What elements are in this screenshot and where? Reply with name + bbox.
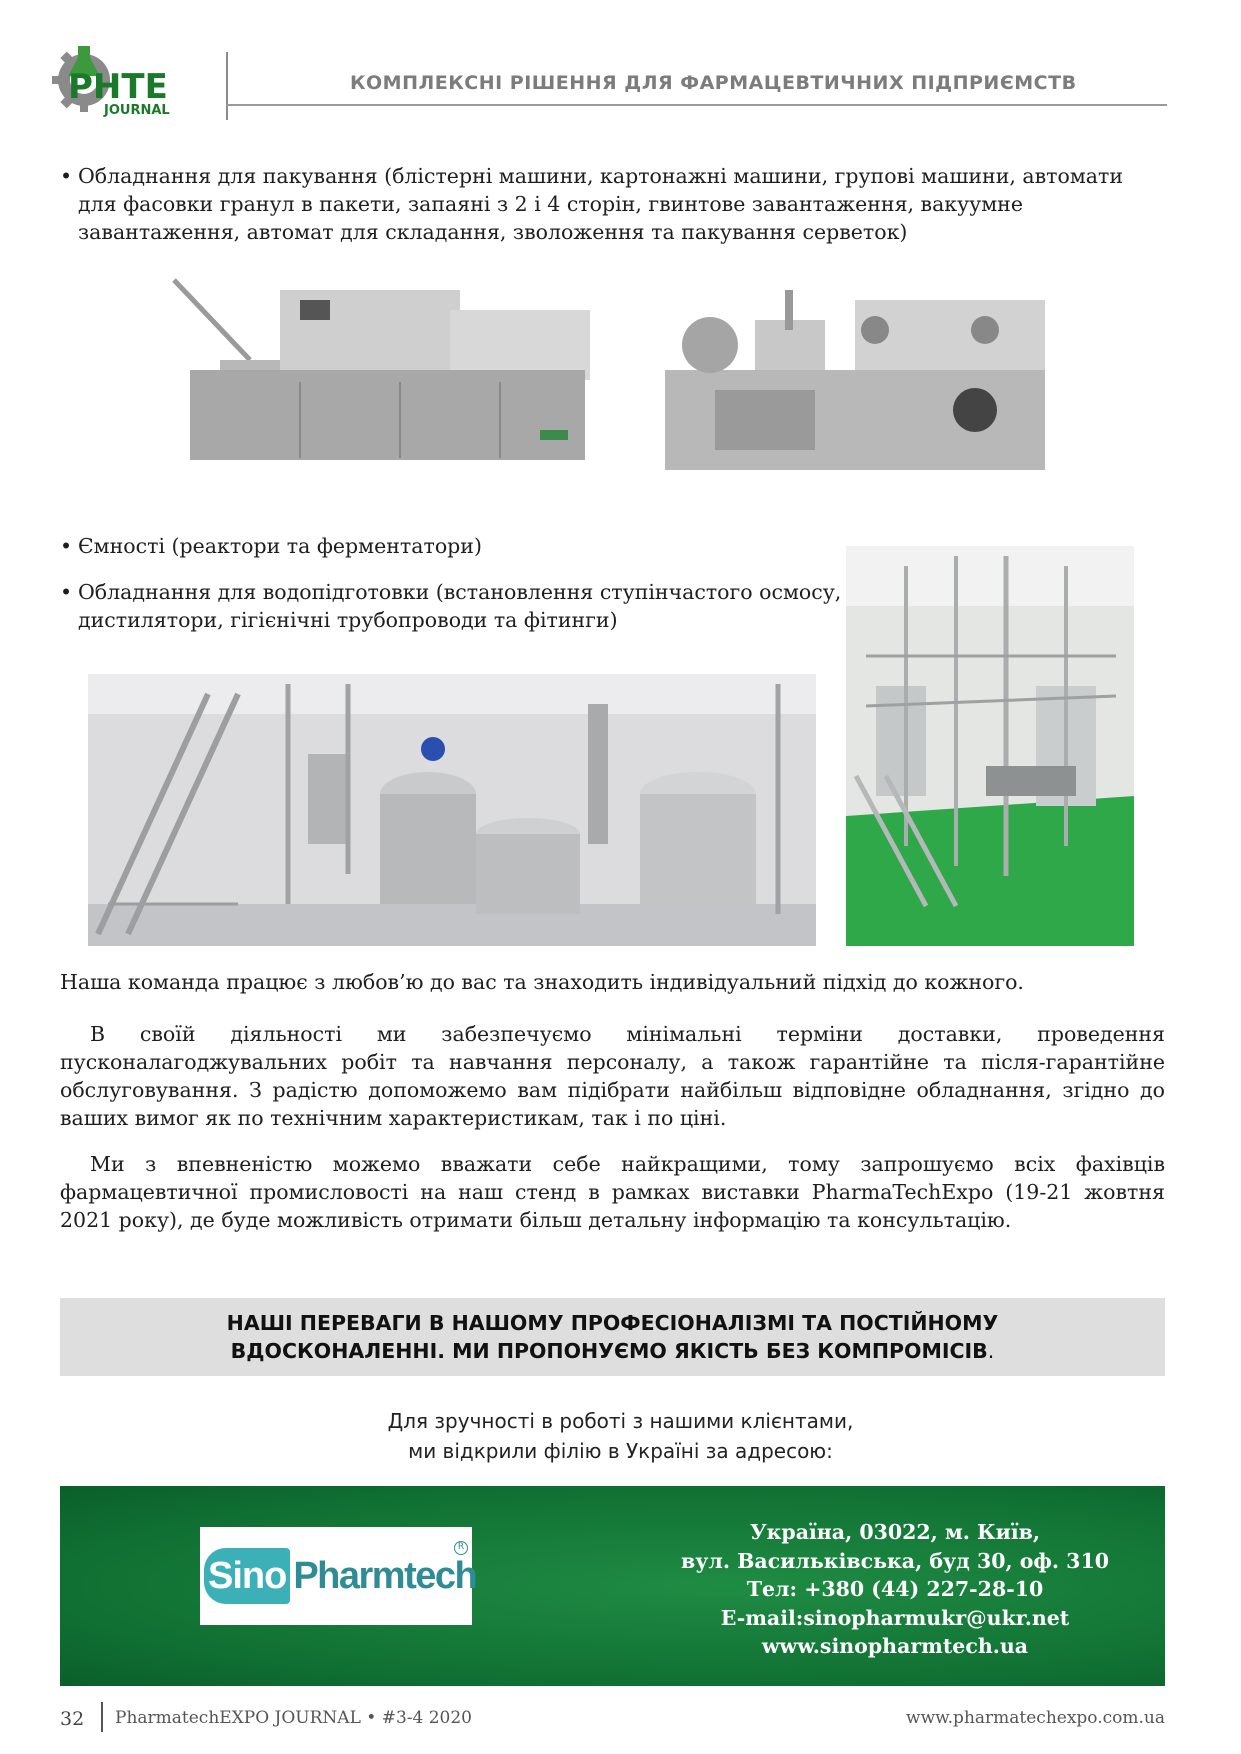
- header-divider: [226, 52, 228, 120]
- paragraph-activity: В своїй діяльності ми забезпечуємо мінімальні терміни доставки, проведення пусконалагоджувальних робіт та навчання персоналу, а також гарантійне та після-гарантійне обслуговування. З радістю допоможемо вам підібрати найбільш відповідне обладнання, згідно до ваших вимог як по технічним характеристикам, так і по ціні.: [60, 1022, 1165, 1130]
- advantage-period: .: [987, 1339, 995, 1363]
- phte-journal-logo: [52, 42, 192, 118]
- page-number: 32: [60, 1708, 85, 1730]
- logo-letters: PHTE: [68, 67, 168, 107]
- water-treatment-photo: [846, 546, 1134, 946]
- footer-journal: PharmatechEXPO JOURNAL • #3-4 2020: [115, 1708, 472, 1728]
- sinopharmtech-logo: [200, 1527, 477, 1625]
- logo-pharmtech: Pharmtech: [293, 1554, 477, 1597]
- bullet-tanks: • Ємності (реактори та ферментатори): [60, 532, 840, 560]
- contact-website[interactable]: www.sinopharmtech.ua: [761, 1634, 1029, 1658]
- footer-url[interactable]: www.pharmatechexpo.com.ua: [906, 1708, 1165, 1728]
- contact-address-line-2: вул. Васильківська, буд 30, оф. 310: [681, 1548, 1109, 1573]
- contact-band: [60, 1486, 1165, 1686]
- logo-sino: Sino: [204, 1548, 290, 1604]
- bullet-packaging: • Обладнання для пакування (блістерні машини, картонажні машини, групові машини, автомати для фасовки гранул в пакети, запаяні з 2 і 4 сторін, гвинтове завантаження, вакуумне завантаження, автомат для складання, зволоження та пакування серветок): [60, 162, 1165, 246]
- advantage-text: [227, 1309, 999, 1365]
- bullet-water-treatment: • Обладнання для водопідготовки (встановлення ступінчастого осмосу, дистилятори, гігієнічні трубопроводи та фітинги): [60, 578, 850, 634]
- contact-phone: Тел: +380 (44) 227-28-10: [746, 1577, 1044, 1601]
- page-title: КОМПЛЕКСНІ РІШЕННЯ ДЛЯ ФАРМАЦЕВТИЧНИХ ПІДПРИЄМСТВ: [350, 72, 1077, 94]
- convenience-line-1: Для зручності в роботі з нашими клієнтами,: [387, 1409, 854, 1433]
- cartoning-machine-photo: [170, 270, 600, 470]
- contact-address-line-1: Україна, 03022, м. Київ,: [749, 1520, 1041, 1544]
- reactor-tanks-photo: [88, 674, 816, 946]
- advantage-box: [60, 1298, 1165, 1376]
- registered-mark: R: [454, 1541, 468, 1555]
- logo-subtext: JOURNAL: [104, 103, 170, 118]
- convenience-text: [0, 1406, 1241, 1466]
- footer-divider: [101, 1702, 103, 1732]
- advantage-line-2: ВДОСКОНАЛЕННІ. МИ ПРОПОНУЄМО ЯКІСТЬ БЕЗ КОМПРОМІСІВ: [230, 1339, 988, 1363]
- contact-email[interactable]: E-mail:sinopharmukr@ukr.net: [720, 1605, 1070, 1630]
- paragraph-invite: Ми з впевненістю можемо вважати себе найкращими, тому запрошуємо всіх фахівців фармацевтичної промисловості на наш стенд в рамках виставки PharmaTechExpo (19-21 жовтня 2021 року), де буде можливість отримати більш детальну інформацію та консультацію.: [60, 1152, 1165, 1232]
- header-rule: [226, 104, 1167, 106]
- advantage-line-1: НАШІ ПЕРЕВАГИ В НАШОМУ ПРОФЕСІОНАЛІЗМІ ТА ПОСТІЙНОМУ: [226, 1311, 999, 1335]
- contact-details: [660, 1518, 1130, 1661]
- convenience-line-2: ми відкрили філію в Україні за адресою:: [408, 1439, 833, 1463]
- blister-machine-photo: [655, 280, 1055, 475]
- paragraph-team: Наша команда працює з любов’ю до вас та знаходить індивідуальний підхід до кожного.: [60, 970, 1024, 994]
